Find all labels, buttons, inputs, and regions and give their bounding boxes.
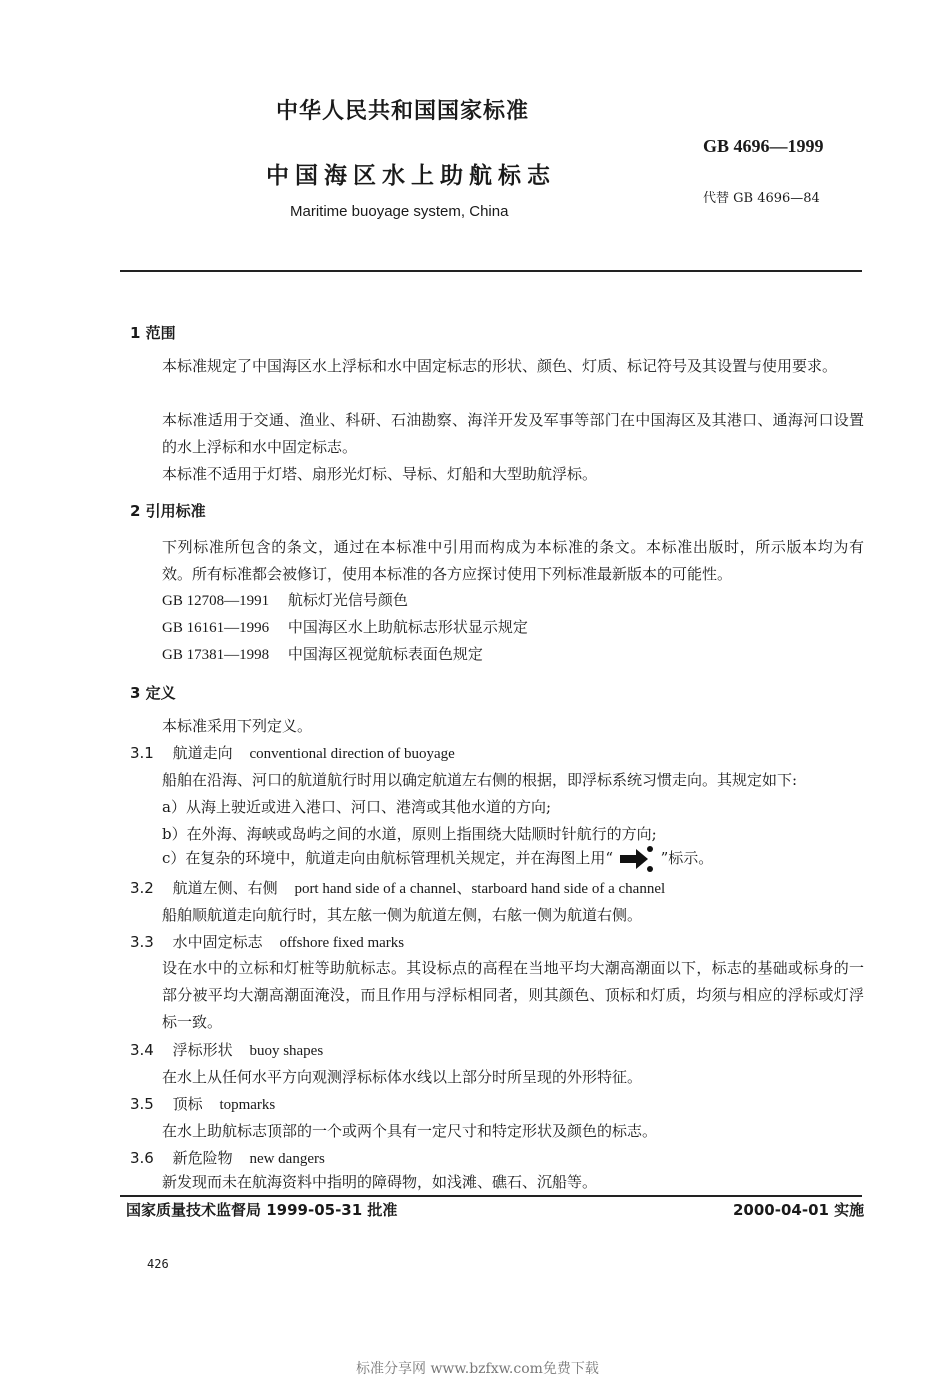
reference-code: GB 12708—1991 [162,593,270,609]
reference-name: 中国海区视觉航标表面色规定 [287,645,483,663]
definition-number: 3.6 [130,1149,154,1167]
watermark-text: 标准分享网 www.bzfxw.com免费下载 [356,1361,599,1377]
section-1-para-1: 本标准规定了中国海区水上浮标和水中固定标志的形状、颜色、灯质、标记符号及其设置与使用要求。 [162,357,838,375]
definition-3-6-heading [130,1147,325,1168]
definition-3-3-heading [130,931,404,952]
reference-name: 航标灯光信号颜色 [287,591,408,609]
definition-3-2-heading [130,877,665,898]
reference-item [162,616,528,637]
page-number: 426 [147,1257,169,1271]
section-3-intro: 本标准采用下列定义。 [162,717,313,735]
definition-term-en: conventional direction of buoyage [249,746,455,762]
definition-3-5-text: 在水上助航标志顶部的一个或两个具有一定尺寸和特定形状及颜色的标志。 [162,1122,658,1140]
standard-number: GB 4696—1999 [703,136,824,156]
definition-3-1-item-a: a）从海上驶近或进入港口、河口、港湾或其他水道的方向; [162,798,551,816]
definition-term-en: buoy shapes [249,1043,324,1059]
reference-item [162,589,408,610]
definition-term: 顶标 [172,1095,203,1113]
approval-statement: 国家质量技术监督局 1999-05-31 批准 [126,1201,398,1219]
section-1-heading: 1 范围 [130,324,176,342]
definition-term: 航道走向 [172,744,233,762]
reference-name: 中国海区水上助航标志形状显示规定 [287,618,528,636]
reference-item [162,643,483,664]
definition-term-en: offshore fixed marks [279,935,405,951]
effective-date: 2000-04-01 实施 [733,1201,865,1219]
item-c-text-before: c）在复杂的环境中，航道走向由航标管理机关规定，并在海图上用“ [162,849,614,867]
section-2-heading: 2 引用标准 [130,502,206,520]
replaces-note: 代替 GB 4696—84 [703,191,820,206]
national-standard-label: 中华人民共和国国家标准 [276,99,530,124]
definition-3-2-text: 船舶顺航道走向航行时，其左舷一侧为航道左侧，右舷一侧为航道右侧。 [162,906,643,924]
footer-divider [120,1195,862,1197]
definition-3-3-text: 设在水中的立标和灯桩等助航标志。其设标点的高程在当地平均大潮高潮面以下，标志的基础或标身的一部分被平均大潮高潮面淹没，而且作用与浮标相同者，则其颜色、顶标和灯质，均须与相应的浮标或灯浮标一致。 [162,959,864,1031]
definition-3-1-item-b: b）在外海、海峡或岛屿之间的水道，原则上指围绕大陆顺时针航行的方向; [162,825,657,843]
section-1-para-3: 本标准不适用于灯塔、扇形光灯标、导标、灯船和大型助航浮标。 [162,465,598,483]
definition-term-en: port hand side of a channel、starboard hand side of a channel [294,881,666,897]
definition-number: 3.2 [130,879,154,897]
section-1-para-2: 本标准适用于交通、渔业、科研、石油勘察、海洋开发及军事等部门在中国海区及其港口、通海河口设置的水上浮标和水中固定标志。 [162,411,864,456]
reference-code: GB 17381—1998 [162,647,270,663]
definition-term-en: new dangers [249,1151,325,1167]
definition-number: 3.4 [130,1041,154,1059]
section-3-heading: 3 定义 [130,684,176,702]
definition-number: 3.5 [130,1095,154,1113]
document-title: 中国海区水上助航标志 [266,163,556,189]
definition-number: 3.3 [130,933,154,951]
definition-number: 3.1 [130,744,154,762]
english-title: Maritime buoyage system, China [290,203,509,220]
definition-term: 水中固定标志 [172,933,263,951]
definition-3-5-heading [130,1093,275,1114]
reference-code: GB 16161—1996 [162,620,270,636]
definition-term: 航道左侧、右侧 [172,879,278,897]
definition-term: 新危险物 [172,1149,233,1167]
definition-term: 浮标形状 [172,1041,233,1059]
definition-3-1-item-c [162,845,713,873]
definition-term-en: topmarks [219,1097,276,1113]
item-c-text-after: ”标示。 [660,849,714,867]
definition-3-1-text: 船舶在沿海、河口的航道航行时用以确定航道左右侧的根据，即浮标系统习惯走向。其规定如下: [162,771,798,789]
header-divider [120,270,862,272]
section-2-para-1: 下列标准所包含的条文，通过在本标准中引用而构成为本标准的条文。本标准出版时，所示版本均为有效。所有标准都会被修订，使用本标准的各方应探讨使用下列标准最新版本的可能性。 [162,538,864,583]
buoyage-direction-arrow-icon [618,845,656,873]
definition-3-6-text: 新发现而未在航海资料中指明的障碍物，如浅滩、礁石、沉船等。 [162,1173,598,1191]
definition-3-1-heading [130,742,455,763]
definition-3-4-heading [130,1039,323,1060]
definition-3-4-text: 在水上从任何水平方向观测浮标标体水线以上部分时所呈现的外形特征。 [162,1068,643,1086]
